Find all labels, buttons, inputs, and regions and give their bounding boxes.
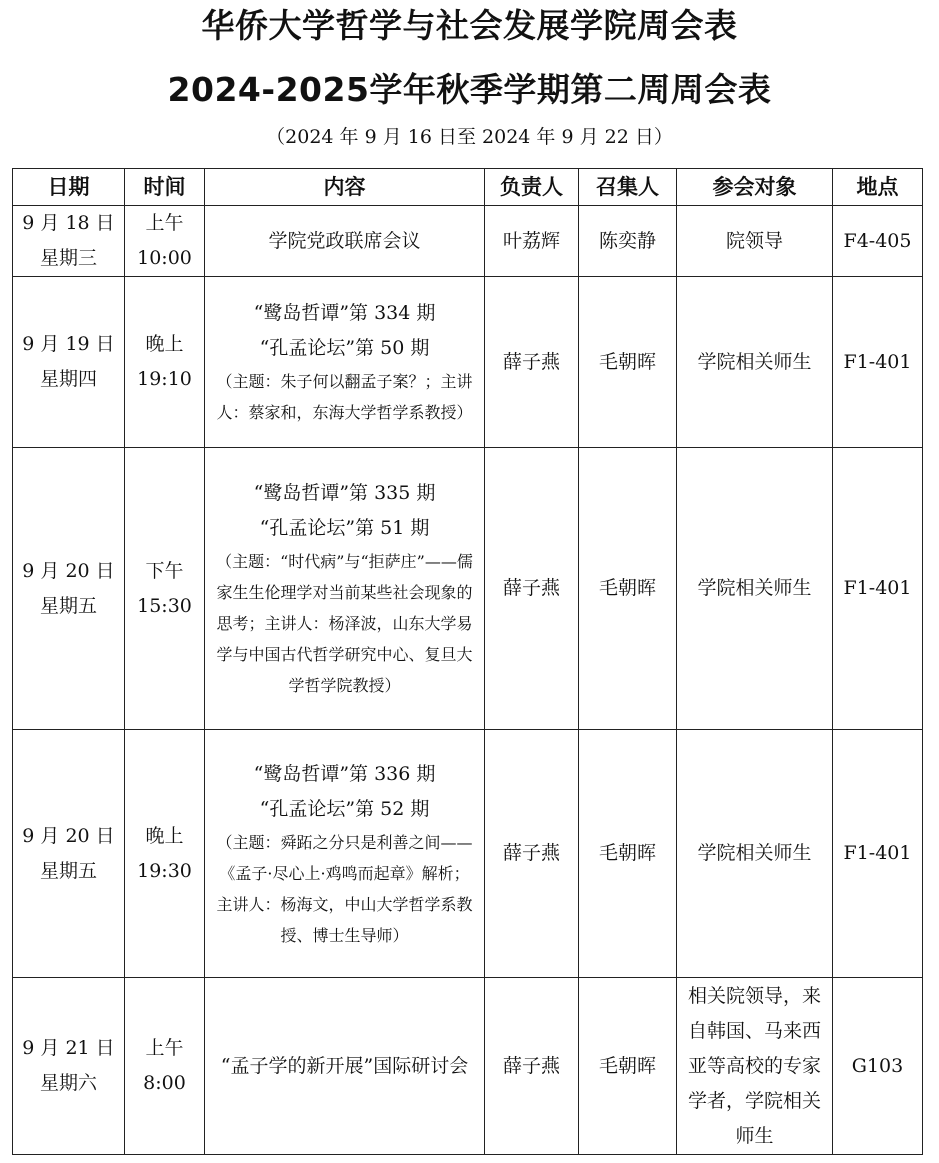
location-cell: F1-401 (833, 277, 923, 448)
time-text: 8:00 (143, 1072, 186, 1094)
content-line: “孔孟论坛”第 50 期 (259, 337, 430, 359)
date-cell (13, 277, 125, 448)
attendees-cell: 相关院领导，来自韩国、马来西亚等高校的专家学者，学院相关师生 (677, 978, 833, 1155)
date-text: 9 月 21 日 (22, 1037, 115, 1059)
weekday-text: 星期五 (39, 859, 97, 882)
date-cell (13, 448, 125, 730)
time-cell (125, 206, 205, 277)
convener-cell: 陈奕静 (579, 206, 677, 277)
weekday-text: 星期五 (39, 594, 97, 617)
convener-cell: 毛朝晖 (579, 978, 677, 1155)
content-note: （主题：“时代病”与“拒萨庄”——儒家生生伦理学对当前某些社会现象的思考；主讲人：杨泽波，山东大学易学与中国古代哲学研究中心、复旦大学哲学院教授） (216, 552, 473, 695)
owner-cell: 薛子燕 (485, 978, 579, 1155)
owner-cell: 叶荔辉 (485, 206, 579, 277)
column-header-location: 地点 (833, 169, 923, 206)
weekday-text: 星期六 (39, 1072, 97, 1094)
weekday-text: 星期三 (39, 247, 97, 269)
column-header-attendees: 参会对象 (677, 169, 833, 206)
attendees-cell: 学院相关师生 (677, 277, 833, 448)
period-text: 下午 (145, 559, 184, 582)
table-row (13, 206, 923, 277)
time-text: 19:30 (137, 859, 192, 882)
time-cell (125, 978, 205, 1155)
content-line: “孟子学的新开展”国际研讨会 (220, 1054, 469, 1077)
owner-cell: 薛子燕 (485, 448, 579, 730)
table-header-row (13, 169, 923, 206)
content-note: （主题：舜跖之分只是利善之间——《孟子·尽心上·鸡鸣而起章》解析；主讲人：杨海文，中山大学哲学系教授、博士生导师） (216, 832, 473, 945)
content-cell (205, 448, 485, 730)
content-cell (205, 730, 485, 978)
schedule-table (12, 168, 923, 1155)
content-line: “孔孟论坛”第 51 期 (259, 517, 430, 539)
column-header-content: 内容 (205, 169, 485, 206)
time-cell (125, 730, 205, 978)
weekday-text: 星期四 (39, 368, 97, 390)
table-row (13, 448, 923, 730)
date-text: 9 月 19 日 (22, 333, 115, 355)
content-line: “鹭岛哲谭”第 336 期 (253, 762, 436, 785)
time-cell (125, 277, 205, 448)
location-cell: F1-401 (833, 448, 923, 730)
time-text: 15:30 (137, 594, 192, 617)
date-text: 9 月 18 日 (22, 212, 115, 234)
content-cell (205, 206, 485, 277)
column-header-owner: 负责人 (485, 169, 579, 206)
content-line: “鹭岛哲谭”第 334 期 (253, 302, 436, 324)
content-cell (205, 277, 485, 448)
time-text: 19:10 (137, 368, 192, 390)
attendees-cell: 院领导 (677, 206, 833, 277)
date-cell (13, 206, 125, 277)
column-header-date: 日期 (13, 169, 125, 206)
content-line: “鹭岛哲谭”第 335 期 (253, 482, 436, 504)
location-cell: F4-405 (833, 206, 923, 277)
table-row (13, 978, 923, 1155)
table-row (13, 277, 923, 448)
time-text: 10:00 (137, 247, 192, 269)
period-text: 晚上 (145, 333, 184, 355)
attendees-cell: 学院相关师生 (677, 730, 833, 978)
convener-cell: 毛朝晖 (579, 730, 677, 978)
content-line: “孔孟论坛”第 52 期 (259, 797, 430, 820)
period-text: 晚上 (145, 824, 184, 847)
location-cell: G103 (833, 978, 923, 1155)
page-subtitle: 2024-2025学年秋季学期第二周周会表 (167, 70, 772, 109)
location-cell: F1-401 (833, 730, 923, 978)
content-note: （主题：朱子何以翻孟子案？；主讲人：蔡家和，东海大学哲学系教授） (216, 372, 473, 422)
convener-cell: 毛朝晖 (579, 448, 677, 730)
date-cell (13, 730, 125, 978)
owner-cell: 薛子燕 (485, 277, 579, 448)
date-text: 9 月 20 日 (22, 559, 115, 582)
column-header-time: 时间 (125, 169, 205, 206)
page-title: 华侨大学哲学与社会发展学院周会表 (201, 6, 738, 45)
time-cell (125, 448, 205, 730)
attendees-cell: 学院相关师生 (677, 448, 833, 730)
convener-cell: 毛朝晖 (579, 277, 677, 448)
column-header-convener: 召集人 (579, 169, 677, 206)
owner-cell: 薛子燕 (485, 730, 579, 978)
period-text: 上午 (145, 212, 184, 234)
table-row (13, 730, 923, 978)
date-range: （2024 年 9 月 16 日至 2024 年 9 月 22 日） (266, 126, 673, 148)
period-text: 上午 (145, 1037, 184, 1059)
date-cell (13, 978, 125, 1155)
content-line: 学院党政联席会议 (268, 229, 421, 252)
content-cell (205, 978, 485, 1155)
date-text: 9 月 20 日 (22, 824, 115, 847)
